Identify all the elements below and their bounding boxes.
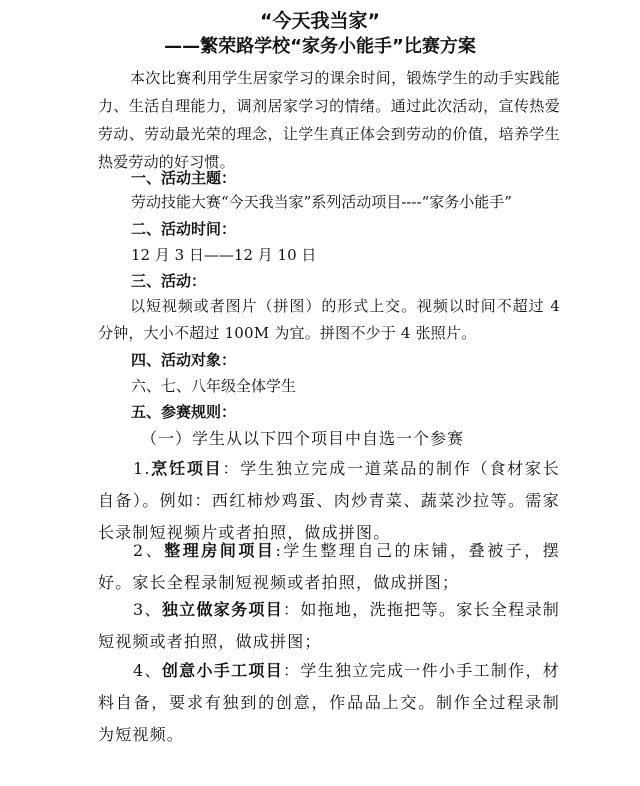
time-text: 12 月 3 日——12 月 10 日 bbox=[131, 246, 317, 264]
rule-name: 独立做家务项目 bbox=[161, 600, 284, 619]
page-title: “今天我当家” bbox=[260, 10, 380, 32]
rule-name: 烹饪项目 bbox=[150, 459, 223, 478]
time-heading: 二、活动时间： bbox=[131, 220, 237, 238]
rule-item: 1.烹饪项目：学生独立完成一道菜品的制作（食材家长自备）。例如：西红柿炒鸡蛋、肉炒青菜、蔬菜沙拉等。需家长录制短视频片或者拍照，做成拼图。 bbox=[98, 459, 560, 542]
theme-heading: 一、活动主题： bbox=[131, 169, 237, 187]
rule-item: 3、独立做家务项目：如拖地，洗拖把等。家长全程录制短视频或者拍照，做成拼图； bbox=[98, 600, 560, 651]
rule-name: 整理房间项目 bbox=[164, 541, 276, 560]
rule-item: 2、整理房间项目:学生整理自己的床铺，叠被子，摆好。家长全程录制短视频或者拍照，做成拼图； bbox=[98, 541, 560, 592]
activity-text: 以短视频或者图片（拼图）的形式上交。视频以时间不超过 4 分钟，大小不超过 100M 为宜。拼图不少于 4 张照片。 bbox=[98, 297, 560, 342]
rule-item: 4、创意小手工项目：学生独立完成一件小手工制作，材料自备，要求有独到的创意，作品品上交。制作全过程录制为短视频。 bbox=[98, 661, 560, 744]
theme-text: 劳动技能大赛“今天我当家”系列活动项目----“家务小能手” bbox=[131, 193, 512, 211]
rules-heading: 五、参赛规则： bbox=[131, 403, 237, 421]
rules-subheading: （一）学生从以下四个项目中自选一个参赛 bbox=[141, 429, 465, 448]
intro-paragraph: 本次比赛利用学生居家学习的课余时间，锻炼学生的动手实践能力、生活自理能力，调剂居家学习的情绪。通过此次活动，宣传热爱劳动、劳动最光荣的理念，让学生真正体会到劳动的价值，培养学生热爱劳动的好习惯。 bbox=[98, 69, 560, 171]
activity-heading: 三、活动： bbox=[131, 272, 207, 290]
rule-name: 创意小手工项目 bbox=[161, 661, 284, 680]
target-heading: 四、活动对象： bbox=[131, 351, 237, 369]
target-text: 六、七、八年级全体学生 bbox=[131, 377, 297, 395]
page-subtitle: ——繁荣路学校“家务小能手”比赛方案 bbox=[164, 36, 476, 57]
